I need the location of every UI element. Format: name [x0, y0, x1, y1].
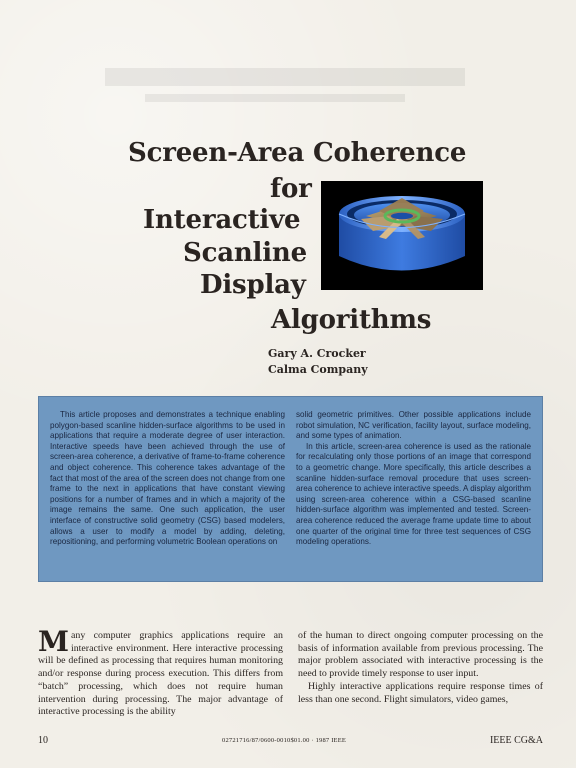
- abstract-paragraph-3: In this article, screen-area coherence is used as the rationale for recalculating only those portions of an image that correspond to a geometric change. More specifically, this article describes a scanline hidden-surface removal procedure that uses screen-area coherence to achieve interactive speeds. A display algorithm using screen-area coherence within a CSG-based scanline hidden-surface algorithm was implemented and tested. Screen-area coherence reduced the average frame update time to about one quarter of the original time for three test sequences of CSG modeling operations.: [296, 441, 531, 547]
- abstract-box: [38, 396, 543, 582]
- page-number: 10: [38, 735, 48, 746]
- article-body: [38, 630, 543, 719]
- abstract-right-column: [296, 410, 531, 573]
- body-right-column: [298, 630, 543, 719]
- title-line-4: Scanline: [183, 238, 307, 268]
- abstract-left-column: [50, 410, 285, 573]
- rendered-csg-model-image: [321, 181, 483, 290]
- page-footer: [38, 733, 543, 747]
- title-line-1: Screen-Area Coherence: [128, 138, 467, 168]
- title-line-5: Display: [200, 270, 306, 300]
- journal-name: IEEE CG&A: [489, 735, 543, 746]
- abstract-paragraph-2: solid geometric primitives. Other possible applications include robot simulation, NC verification, facility layout, surface modeling, and some types of animation.: [296, 410, 531, 441]
- body-paragraph-1: [38, 630, 283, 719]
- author-name: Gary A. Crocker: [268, 347, 366, 360]
- title-line-6: Algorithms: [271, 305, 432, 335]
- title-line-3: Interactive: [143, 205, 301, 235]
- show-through-text: [105, 68, 465, 112]
- dropcap: M: [38, 630, 69, 658]
- body-paragraph-3: Highly interactive applications require response times of less than one second. Flight simulators, video games,: [298, 680, 543, 705]
- body-left-column: [38, 630, 283, 719]
- author-affiliation: Calma Company: [268, 363, 368, 376]
- body-paragraph-1-text: any computer graphics applications require an interactive environment. Here interactive processing will be defined as processing that requires human monitoring and/or response during process execution. This differs from “batch” processing, which does not require human intervention during processing. The major advantage of interactive processing is the ability: [38, 630, 283, 718]
- copyright-code: 02721716/87/0600-0010$01.00 · 1987 IEEE: [222, 737, 347, 744]
- abstract-paragraph-1: This article proposes and demonstrates a technique enabling polygon-based scanline hidden-surface algorithms to be used in applications that require a moderate degree of user interaction. Interactive speeds have been achieved through the use of screen-area coherence, a derivative of frame-to-frame coherence and object coherence. This coherence takes advantage of the fact that most of the area of the screen does not change from one frame to the next in applications that have constant viewing positions for a number of frames and in which a majority of the image remains the same. One such application, the user interface of constructive solid geometry (CSG) based modelers, allows a user to modify a model by adding, deleting, repositioning, and performing volumetric Boolean operations on: [50, 410, 285, 547]
- title-line-2: for: [270, 174, 312, 204]
- body-paragraph-2: of the human to direct ongoing computer processing on the basis of information available from previous processing. The major problem associated with interactive processing is the need to provide timely response to user input.: [298, 630, 543, 680]
